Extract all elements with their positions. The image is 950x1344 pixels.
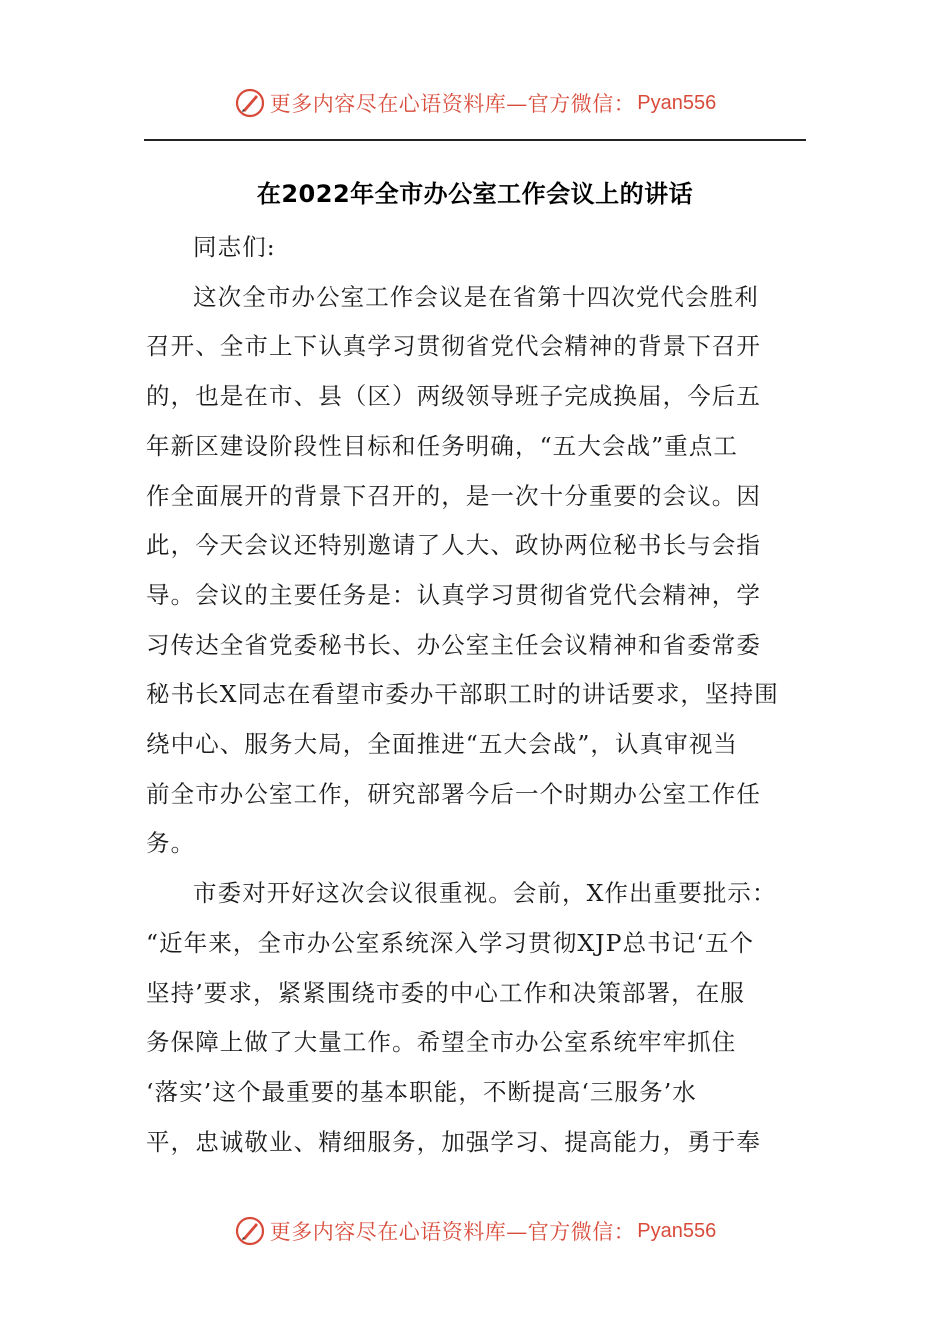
text-line: 坚持’要求，紧紧围绕市委的中心工作和决策部署，在服 [146, 978, 745, 1007]
paragraph-1 [146, 273, 806, 869]
quill-pen-logo-icon [234, 1215, 266, 1247]
header-watermark [0, 86, 950, 120]
footer-watermark [0, 1214, 950, 1248]
text-line: 召开、全市上下认真学习贯彻省党代会精神的背景下召开 [146, 332, 761, 361]
watermark-wechat-id: Pyan556 [637, 91, 717, 114]
text-line: 这次全市办公室工作会议是在省第十四次党代会胜利 [193, 282, 759, 311]
paragraph-2 [146, 869, 806, 1167]
text-line: 务。 [146, 829, 196, 858]
text-line: 前全市办公室工作，研究部署今后一个时期办公室工作任 [146, 779, 761, 808]
watermark-text: 更多内容尽在心语资料库—官方微信： [269, 1220, 636, 1244]
quill-pen-logo-icon [234, 87, 266, 119]
watermark-wechat-id: Pyan556 [637, 1219, 717, 1242]
document-body [146, 223, 806, 1167]
text-line: ‘落实’这个最重要的基本职能，不断提高‘三服务’水 [146, 1077, 697, 1106]
text-line: 平，忠诚敬业、精细服务，加强学习、提高能力，勇于奉 [146, 1127, 761, 1156]
document-title: 在2022年全市办公室工作会议上的讲话 [256, 180, 694, 208]
text-line: 务保障上做了大量工作。希望全市办公室系统牢牢抓住 [146, 1028, 737, 1057]
text-line: 年新区建设阶段性目标和任务明确，“五大会战”重点工 [146, 431, 739, 460]
text-line: 秘书长X同志在看望市委办干部职工时的讲话要求，坚持围 [146, 680, 779, 709]
text-line: 此，今天会议还特别邀请了人大、政协两位秘书长与会指 [146, 531, 761, 560]
text-line: 作全面展开的背景下召开的，是一次十分重要的会议。因 [146, 481, 761, 510]
salutation: 同志们: [193, 233, 276, 261]
text-line: 市委对开好这次会议很重视。会前，X作出重要批示： [193, 879, 777, 908]
watermark-text: 更多内容尽在心语资料库—官方微信： [269, 92, 636, 116]
header-divider [144, 139, 806, 141]
text-line: 绕中心、服务大局，全面推进“五大会战”，认真审视当 [146, 730, 739, 759]
text-line: 习传达全省党委秘书长、办公室主任会议精神和省委常委 [146, 630, 761, 659]
text-line: “近年来，全市办公室系统深入学习贯彻XJP总书记‘五个 [146, 928, 755, 957]
text-line: 的，也是在市、县（区）两级领导班子完成换届，今后五 [146, 382, 761, 411]
text-line: 导。会议的主要任务是：认真学习贯彻省党代会精神，学 [146, 580, 761, 609]
